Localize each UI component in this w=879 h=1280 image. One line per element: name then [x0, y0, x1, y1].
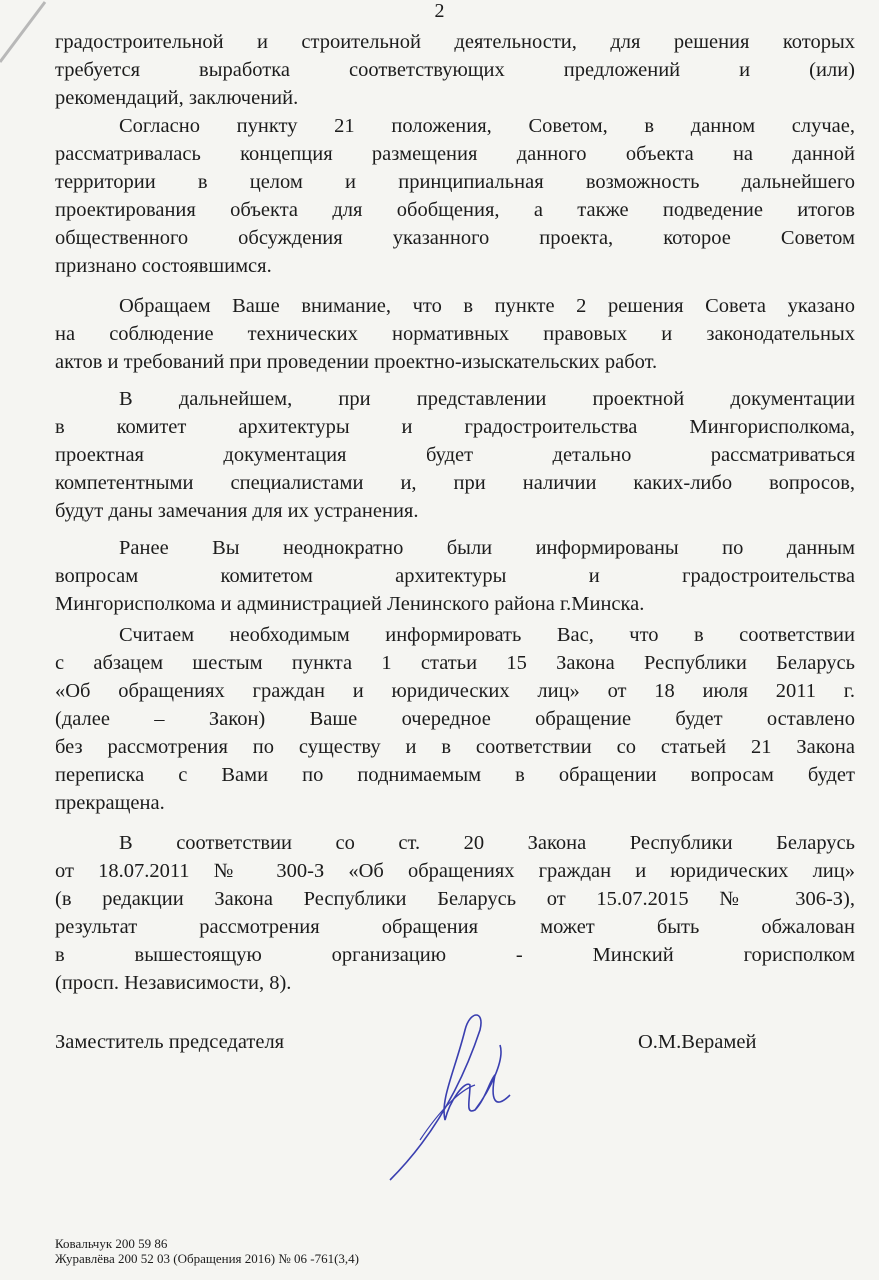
text-line: проектирования объекта для обобщения, а также подведение итогов: [55, 199, 855, 221]
text-line: (далее – Закон) Ваше очередное обращение будет оставлено: [55, 708, 855, 730]
text-line: В дальнейшем, при представлении проектной документации: [119, 388, 855, 410]
text-line: без рассмотрения по существу и в соответствии со статьей 21 Закона: [55, 736, 855, 758]
text-line: от 18.07.2011 № 300-З «Об обращениях граждан и юридических лиц»: [55, 860, 855, 882]
text-line: в комитет архитектуры и градостроительства Мингорисполкома,: [55, 416, 855, 438]
paragraph: [55, 385, 855, 525]
paragraph: [55, 534, 855, 618]
text-line: Считаем необходимым информировать Вас, что в соответствии: [119, 624, 855, 646]
text-line: Обращаем Ваше внимание, что в пункте 2 решения Совета указано: [119, 295, 855, 317]
paragraph: [55, 112, 855, 280]
text-line: результат рассмотрения обращения может быть обжалован: [55, 916, 855, 938]
text-line: (в редакции Закона Республики Беларусь от 15.07.2015 № 306-З),: [55, 888, 855, 910]
text-line: будут даны замечания для их устранения.: [55, 500, 419, 522]
text-line: с абзацем шестым пункта 1 статьи 15 Закона Республики Беларусь: [55, 652, 855, 674]
signatory-position: Заместитель председателя: [55, 1031, 285, 1053]
letter-body: [55, 28, 855, 997]
text-line: прекращена.: [55, 792, 165, 814]
footer-contact-1: Ковальчук 200 59 86: [55, 1236, 168, 1251]
text-line: «Об обращениях граждан и юридических лиц» от 18 июля 2011 г.: [55, 680, 855, 702]
text-line: Согласно пункту 21 положения, Советом, в данном случае,: [119, 115, 855, 137]
text-line: вопросам комитетом архитектуры и градостроительства: [55, 565, 855, 587]
text-line: рекомендаций, заключений.: [55, 87, 299, 109]
paragraph: [55, 621, 855, 817]
paragraph: [55, 829, 855, 997]
text-line: компетентными специалистами и, при наличии каких-либо вопросов,: [55, 472, 855, 494]
text-line: признано состоявшимся.: [55, 255, 272, 277]
text-line: Мингорисполкома и администрацией Ленинского района г.Минска.: [55, 593, 645, 615]
text-line: требуется выработка соответствующих предложений и (или): [55, 59, 855, 81]
text-line: проектная документация будет детально рассматриваться: [55, 444, 855, 466]
footer-contact-2: Журавлёва 200 52 03 (Обращения 2016) № 06 -761(3,4): [55, 1251, 359, 1266]
text-line: рассматривалась концепция размещения данного объекта на данной: [55, 143, 855, 165]
text-line: общественного обсуждения указанного проекта, которое Советом: [55, 227, 855, 249]
text-line: В соответствии со ст. 20 Закона Республики Беларусь: [119, 832, 855, 854]
text-line: в вышестоящую организацию - Минский горисполком: [55, 944, 855, 966]
text-line: градостроительной и строительной деятельности, для решения которых: [55, 31, 855, 53]
paragraph: [55, 292, 855, 376]
signatory-name: О.М.Верамей: [638, 1031, 757, 1053]
text-line: территории в целом и принципиальная возможность дальнейшего: [55, 171, 855, 193]
text-line: переписка с Вами по поднимаемым в обращении вопросам будет: [55, 764, 855, 786]
text-line: на соблюдение технических нормативных правовых и законодательных: [55, 323, 855, 345]
paragraph: [55, 28, 855, 112]
handwritten-signature: [370, 990, 520, 1190]
text-line: (просп. Независимости, 8).: [55, 972, 292, 994]
text-line: Ранее Вы неоднократно были информированы по данным: [119, 537, 855, 559]
text-line: актов и требований при проведении проектно-изыскательских работ.: [55, 351, 658, 373]
page-number: 2: [434, 0, 445, 22]
footer-contacts: [55, 1236, 359, 1266]
